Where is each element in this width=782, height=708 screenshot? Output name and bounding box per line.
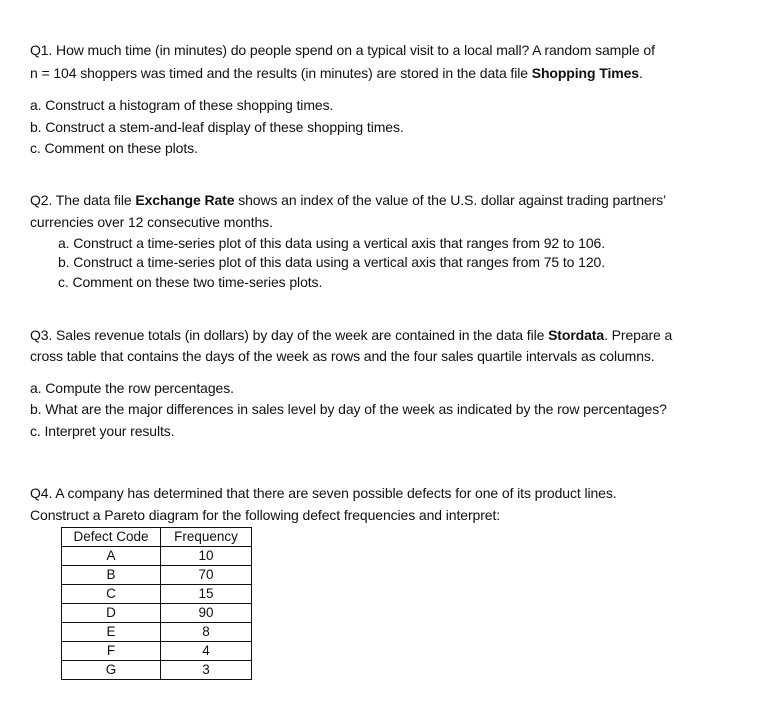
defect-code: A — [62, 547, 161, 566]
table-row — [62, 585, 252, 604]
defect-code: E — [62, 623, 161, 642]
defect-code: C — [62, 585, 161, 604]
q3-file-name: Stordata — [548, 327, 605, 343]
defect-code: D — [62, 604, 161, 623]
q3-line1-end: . Prepare a — [604, 327, 673, 343]
defect-code: F — [62, 642, 161, 661]
q1-line2-end: . — [638, 65, 643, 81]
q1-line1: Q1. How much time (in minutes) do people spend on a typical visit to a local mall? A random sample of — [30, 42, 655, 58]
q4-line2: Construct a Pareto diagram for the following defect frequencies and interpret: — [30, 507, 501, 523]
table-row — [62, 623, 252, 642]
q1-part-c: c. Comment on these plots. — [30, 140, 198, 156]
table-row — [62, 547, 252, 566]
q1-file-name: Shopping Times — [531, 65, 639, 81]
q2-part-a: a. Construct a time-series plot of this data using a vertical axis that ranges from 92 to 106. — [58, 235, 605, 251]
q3-line1-text: Q3. Sales revenue totals (in dollars) by day of the week are contained in the data file — [30, 327, 549, 343]
header-frequency: Frequency — [161, 528, 252, 547]
q2-part-c: c. Comment on these two time-series plots. — [58, 274, 323, 290]
frequency: 70 — [161, 566, 252, 585]
frequency: 90 — [161, 604, 252, 623]
q1-part-a: a. Construct a histogram of these shopping times. — [30, 97, 334, 113]
q3-part-b: b. What are the major differences in sales level by day of the week as indicated by the row percentages? — [30, 401, 667, 417]
frequency: 4 — [161, 642, 252, 661]
q1-line2 — [30, 64, 643, 82]
frequency: 10 — [161, 547, 252, 566]
table-row — [62, 566, 252, 585]
defect-code: G — [62, 661, 161, 680]
q2-file-name: Exchange Rate — [135, 192, 235, 208]
q3-line1 — [30, 326, 672, 344]
q3-line2: cross table that contains the days of the week as rows and the four sales quartile intervals as columns. — [30, 348, 655, 364]
table-row — [62, 604, 252, 623]
header-defect-code: Defect Code — [62, 528, 161, 547]
q1-part-b: b. Construct a stem-and-leaf display of these shopping times. — [30, 119, 404, 135]
frequency: 8 — [161, 623, 252, 642]
q2-part-b: b. Construct a time-series plot of this data using a vertical axis that ranges from 75 to 120. — [58, 254, 605, 270]
frequency: 15 — [161, 585, 252, 604]
table-row — [62, 642, 252, 661]
q2-line1-end: shows an index of the value of the U.S. dollar against trading partners’ — [234, 192, 667, 208]
table-row — [62, 661, 252, 680]
q1-line2-text: n = 104 shoppers was timed and the results (in minutes) are stored in the data file — [30, 65, 532, 81]
q2-line1 — [30, 191, 666, 209]
q2-line1-text: Q2. The data file — [30, 192, 136, 208]
q2-line2: currencies over 12 consecutive months. — [30, 214, 273, 230]
q4-line1: Q4. A company has determined that there are seven possible defects for one of its product lines. — [30, 485, 617, 501]
q3-part-a: a. Compute the row percentages. — [30, 380, 234, 396]
frequency: 3 — [161, 661, 252, 680]
q3-part-c: c. Interpret your results. — [30, 423, 175, 439]
defect-code: B — [62, 566, 161, 585]
defect-frequency-table — [61, 527, 252, 680]
table-header-row — [62, 528, 252, 547]
